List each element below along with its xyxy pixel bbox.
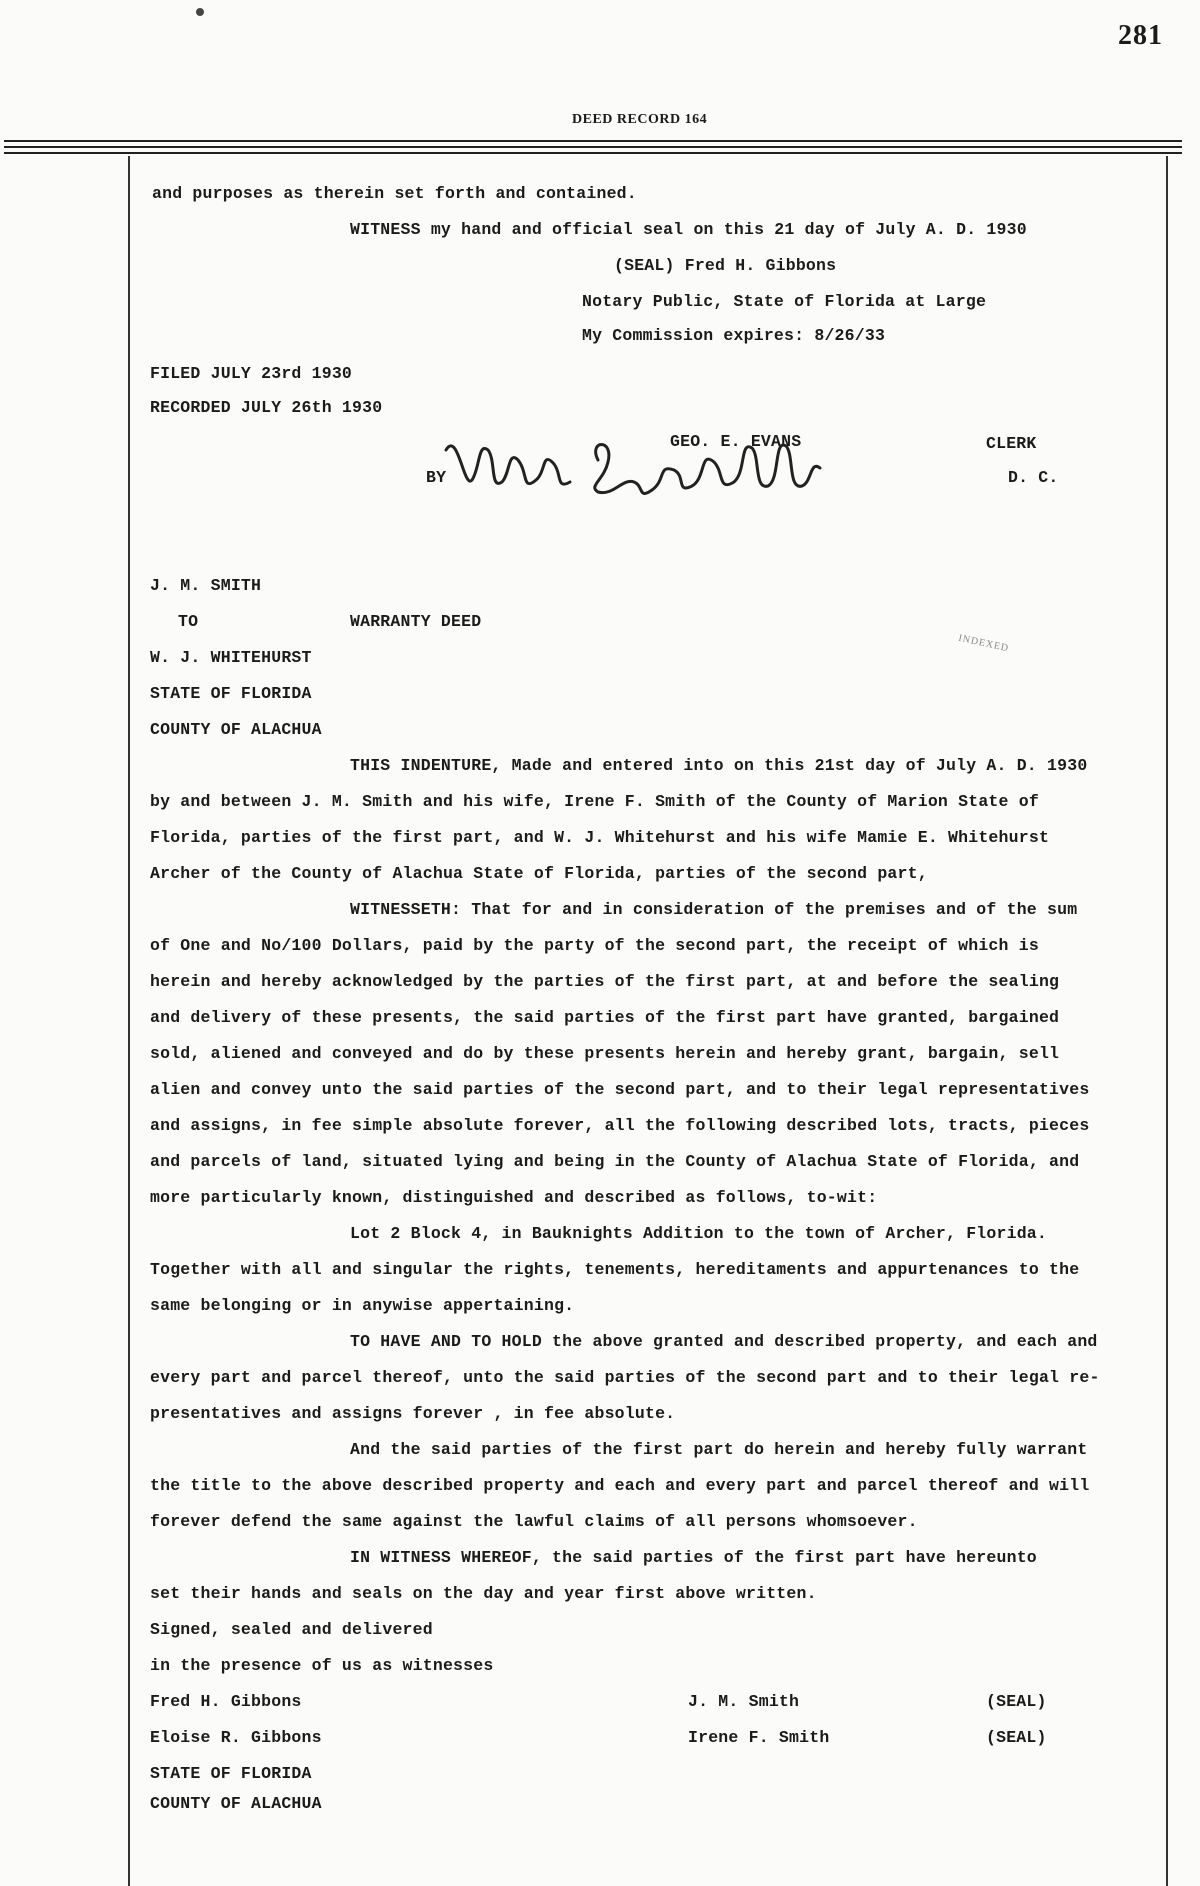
- record-header: DEED RECORD 164: [572, 112, 708, 127]
- header-rule-3: [4, 152, 1182, 154]
- text-line: STATE OF FLORIDA: [150, 684, 312, 703]
- signatory-name: Irene F. Smith: [688, 1728, 830, 1747]
- deputy-clerk-label: D. C.: [1008, 468, 1059, 487]
- text-line: sold, aliened and conveyed and do by these presents herein and hereby grant, bargain, sell: [150, 1044, 1060, 1063]
- header-rule-2: [4, 146, 1182, 148]
- grantee-name: W. J. WHITEHURST: [150, 648, 312, 667]
- text-line: WITNESSETH: That for and in consideration of the premises and of the sum: [350, 900, 1078, 919]
- text-line: forever defend the same against the lawful claims of all persons whomsoever.: [150, 1512, 918, 1531]
- grantor-name: J. M. SMITH: [150, 576, 262, 595]
- seal-label: (SEAL): [986, 1728, 1047, 1747]
- text-line: and purposes as therein set forth and contained.: [152, 184, 637, 203]
- text-line: Archer of the County of Alachua State of Florida, parties of the second part,: [150, 864, 928, 883]
- text-line: THIS INDENTURE, Made and entered into on this 21st day of July A. D. 1930: [350, 756, 1088, 775]
- text-line: STATE OF FLORIDA: [150, 1764, 312, 1783]
- text-line: My Commission expires: 8/26/33: [582, 326, 886, 345]
- indexed-stamp: INDEXED: [957, 632, 1011, 655]
- text-line: WITNESS my hand and official seal on this 21 day of July A. D. 1930: [350, 220, 1027, 239]
- text-line: and parcels of land, situated lying and being in the County of Alachua State of Florida, and: [150, 1152, 1080, 1171]
- text-line: Florida, parties of the first part, and W. J. Whitehurst and his wife Mamie E. Whitehurst: [150, 828, 1050, 847]
- text-line: Together with all and singular the rights, tenements, hereditaments and appurtenances to the: [150, 1260, 1080, 1279]
- text-line: and assigns, in fee simple absolute forever, all the following described lots, tracts, pieces: [150, 1116, 1090, 1135]
- clerk-signature: [438, 420, 828, 512]
- text-line: and delivery of these presents, the said parties of the first part have granted, bargained: [150, 1008, 1060, 1027]
- seal-label: (SEAL): [986, 1692, 1047, 1711]
- by-label: BY: [426, 468, 447, 487]
- left-margin-line: [128, 156, 130, 1886]
- text-line: Signed, sealed and delivered: [150, 1620, 433, 1639]
- text-line: RECORDED JULY 26th 1930: [150, 398, 383, 417]
- text-line: set their hands and seals on the day and year first above written.: [150, 1584, 817, 1603]
- text-line: IN WITNESS WHEREOF, the said parties of the first part have hereunto: [350, 1548, 1037, 1567]
- text-line: (SEAL) Fred H. Gibbons: [614, 256, 837, 275]
- text-line: Notary Public, State of Florida at Large: [582, 292, 987, 311]
- text-line: FILED JULY 23rd 1930: [150, 364, 353, 383]
- clerk-name: GEO. E. EVANS: [670, 432, 802, 451]
- text-line: And the said parties of the first part do herein and hereby fully warrant: [350, 1440, 1088, 1459]
- clerk-title: CLERK: [986, 434, 1037, 453]
- text-line: presentatives and assigns forever , in fee absolute.: [150, 1404, 676, 1423]
- text-line: TO HAVE AND TO HOLD the above granted and described property, and each and: [350, 1332, 1098, 1351]
- text-line: more particularly known, distinguished and described as follows, to-wit:: [150, 1188, 878, 1207]
- property-description: Lot 2 Block 4, in Bauknights Addition to the town of Archer, Florida.: [350, 1224, 1048, 1243]
- page-number: 281: [1118, 20, 1163, 51]
- witness-name: Eloise R. Gibbons: [150, 1728, 322, 1747]
- ink-spot: [196, 8, 204, 16]
- text-line: alien and convey unto the said parties of the second part, and to their legal representatives: [150, 1080, 1090, 1099]
- deed-type: WARRANTY DEED: [350, 612, 482, 631]
- text-line: same belonging or in anywise appertaining.: [150, 1296, 575, 1315]
- witness-name: Fred H. Gibbons: [150, 1692, 302, 1711]
- text-line: herein and hereby acknowledged by the parties of the first part, at and before the sealing: [150, 972, 1060, 991]
- text-line: COUNTY OF ALACHUA: [150, 1794, 322, 1813]
- text-line: the title to the above described property and each and every part and parcel thereof and will: [150, 1476, 1090, 1495]
- to-label: TO: [178, 612, 199, 631]
- text-line: every part and parcel thereof, unto the said parties of the second part and to their legal re-: [150, 1368, 1100, 1387]
- header-rule-1: [4, 140, 1182, 142]
- signatory-name: J. M. Smith: [688, 1692, 800, 1711]
- right-margin-line: [1166, 156, 1168, 1886]
- text-line: by and between J. M. Smith and his wife, Irene F. Smith of the County of Marion State of: [150, 792, 1039, 811]
- text-line: of One and No/100 Dollars, paid by the party of the second part, the receipt of which is: [150, 936, 1039, 955]
- text-line: COUNTY OF ALACHUA: [150, 720, 322, 739]
- text-line: in the presence of us as witnesses: [150, 1656, 494, 1675]
